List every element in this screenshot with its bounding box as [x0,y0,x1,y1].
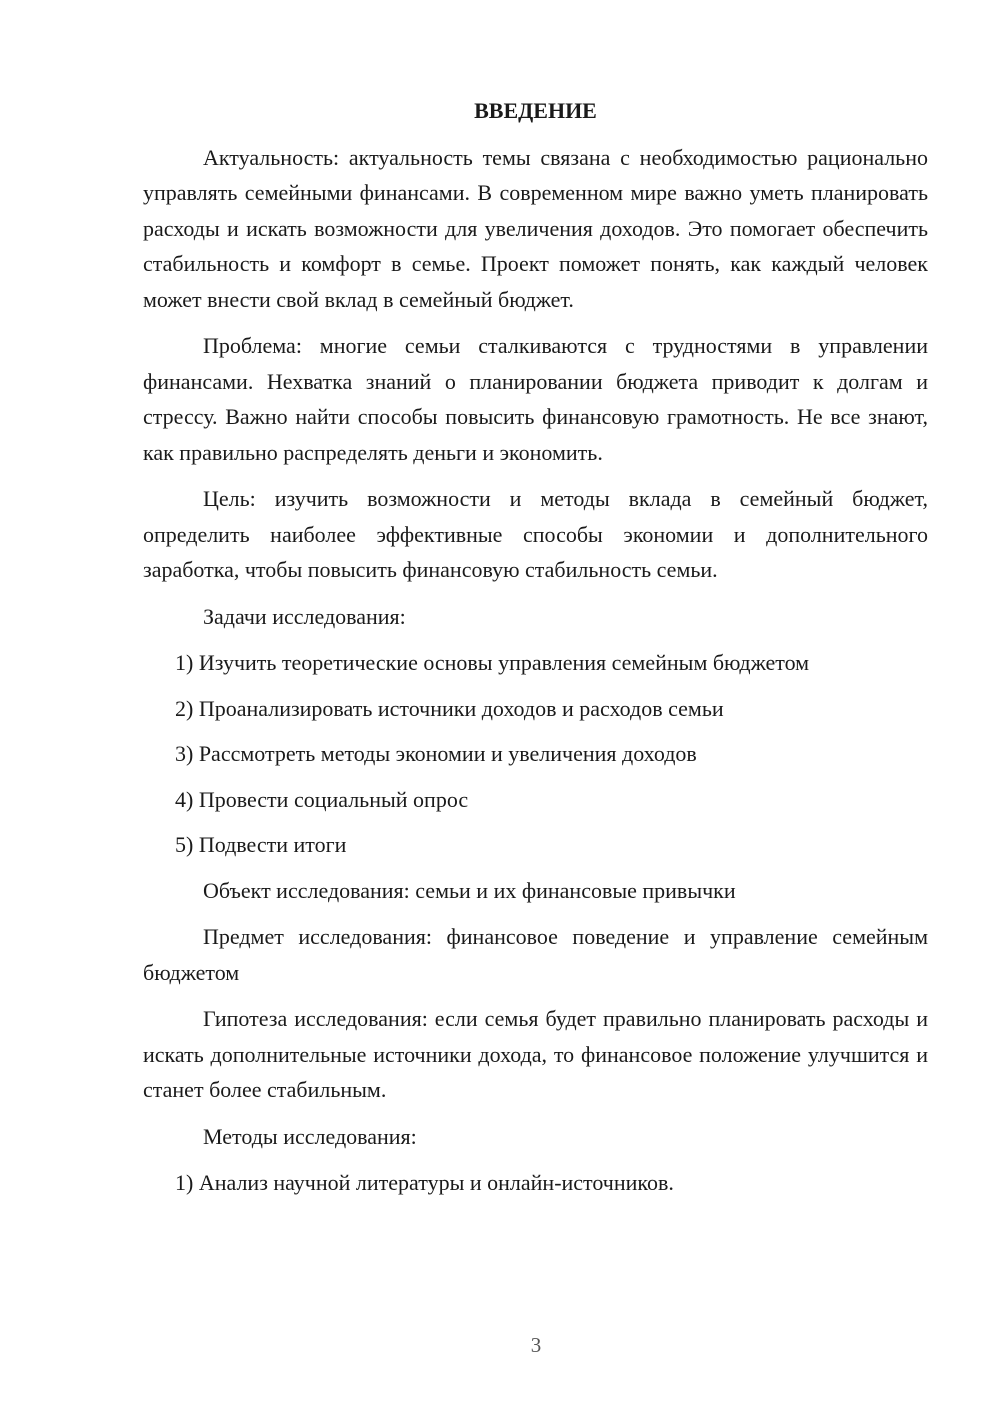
task-item: 4) Провести социальный опрос [175,786,469,812]
paragraph-subject: Предмет исследования: финансовое поведение и управление семейным бюджетом [143,924,928,985]
task-item: 3) Рассмотреть методы экономии и увеличения доходов [175,741,697,766]
paragraph-object: Объект исследования: семьи и их финансовые привычки [203,877,736,903]
paragraph-hypothesis: Гипотеза исследования: если семья будет правильно планировать расходы и искать дополнительные источники дохода, то финансовое положение улучшится и станет более стабильным. [143,1006,928,1102]
method-item: 1) Анализ научной литературы и онлайн-источников. [175,1170,674,1195]
paragraph-goal: Цель: изучить возможности и методы вклада в семейный бюджет, определить наиболее эффективные способы экономии и дополнительного заработка, чтобы повысить финансовую стабильность семьи. [143,486,928,582]
page-number: 3 [530,1333,542,1357]
page-content [143,93,928,1211]
task-item: 5) Подвести итоги [175,832,347,857]
task-item: 2) Проанализировать источники доходов и расходов семьи [175,695,724,721]
section-title: ВВЕДЕНИЕ [474,98,597,123]
task-item: 1) Изучить теоретические основы управления семейным бюджетом [175,650,810,675]
methods-heading: Методы исследования: [203,1123,417,1149]
paragraph-relevance: Актуальность: актуальность темы связана с необходимостью рационально управлять семейными финансами. В современном мире важно уметь планировать расходы и искать возможности для увеличения доходов. Это помогает обеспечить стабильность и комфорт в семье. Проект поможет понять, как каждый человек может внести свой вклад в семейный бюджет. [143,144,928,312]
tasks-heading: Задачи исследования: [203,603,406,629]
paragraph-problem: Проблема: многие семьи сталкиваются с трудностями в управлении финансами. Нехватка знаний о планировании бюджета приводит к долгам и стрессу. Важно найти способы повысить финансовую грамотность. Не все знают, как правильно распределять деньги и экономить. [143,333,928,465]
